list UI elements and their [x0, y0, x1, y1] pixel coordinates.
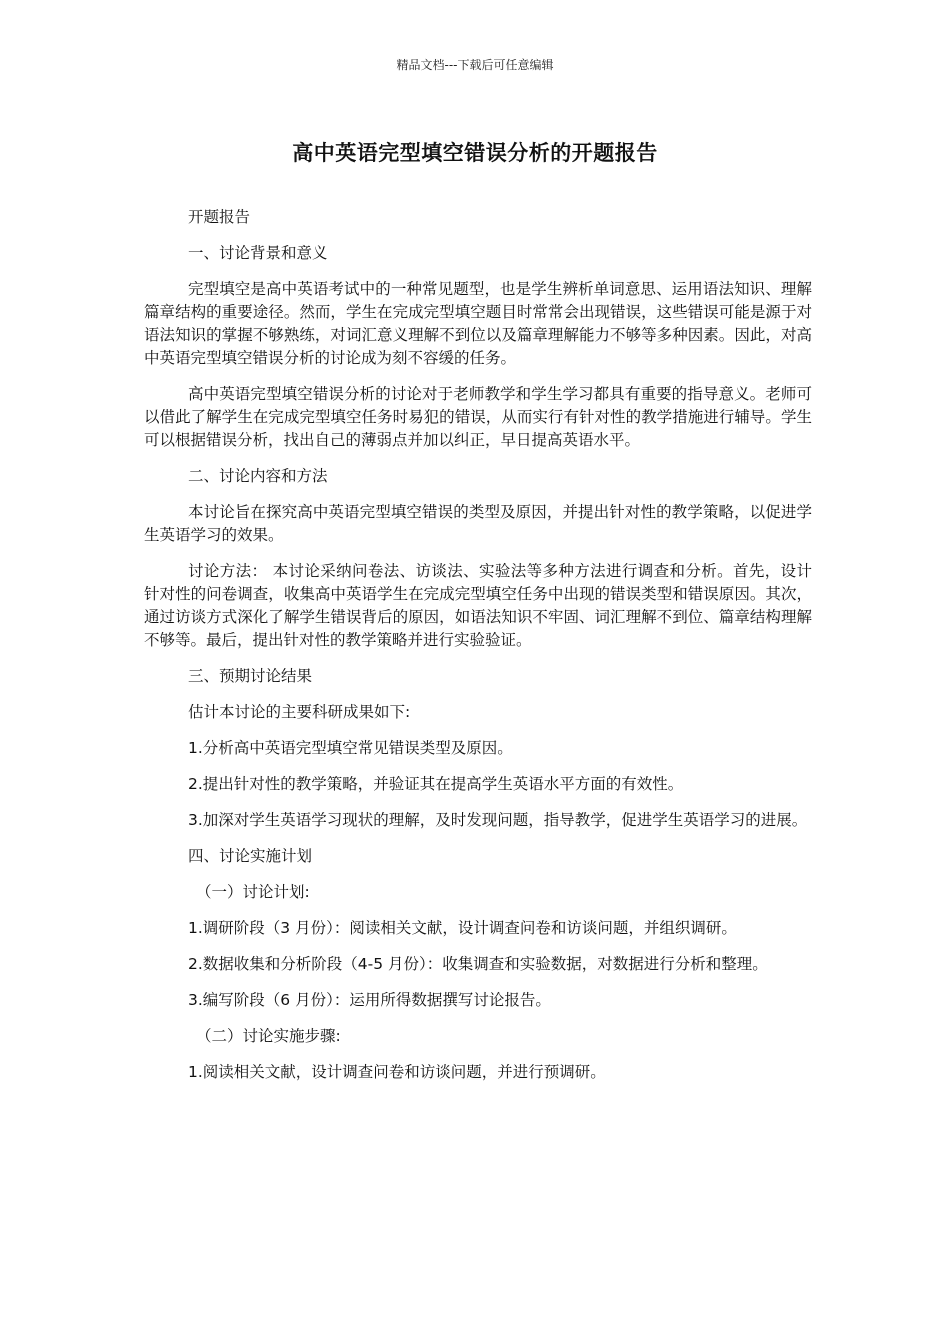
subheading-steps: （二）讨论实施步骤: [196, 1027, 341, 1045]
list-item-result-2: 2.提出针对性的教学策略，并验证其在提高学生英语水平方面的有效性。 [188, 775, 684, 793]
document-body [144, 206, 812, 1097]
section-heading-implementation: 四、讨论实施计划 [188, 847, 313, 865]
list-item-plan-1: 1.调研阶段（3 月份）：阅读相关文献，设计调查问卷和访谈问题，并组织调研。 [188, 919, 737, 937]
paragraph-background-1: 完型填空是高中英语考试中的一种常见题型，也是学生辨析单词意思、运用语法知识、理解篇章结构的重要途径。然而，学生在完成完型填空题目时常常会出现错误，这些错误可能是源于对语法知识的掌握不够熟练，对词汇意义理解不到位以及篇章理解能力不够等多种因素。因此，对高中英语完型填空错误分析的讨论成为刻不容缓的任务。 [144, 280, 812, 367]
list-item-step-1: 1.阅读相关文献，设计调查问卷和访谈问题，并进行预调研。 [188, 1063, 606, 1081]
list-item-result-3: 3.加深对学生英语学习现状的理解，及时发现问题，指导教学，促进学生英语学习的进展。 [188, 811, 808, 829]
subheading-plan: （一）讨论计划: [196, 883, 310, 901]
list-item-result-1: 1.分析高中英语完型填空常见错误类型及原因。 [188, 739, 513, 757]
paragraph-background-2: 高中英语完型填空错误分析的讨论对于老师教学和学生学习都具有重要的指导意义。老师可以借此了解学生在完成完型填空任务时易犯的错误，从而实行有针对性的教学措施进行辅导。学生可以根据错误分析，找出自己的薄弱点并加以纠正，早日提高英语水平。 [144, 385, 812, 449]
header-note: 精品文档---下载后可任意编辑 [396, 58, 554, 72]
document-title: 高中英语完型填空错误分析的开题报告 [292, 141, 658, 165]
paragraph-research-method: 讨论方法： 本讨论采纳问卷法、访谈法、实验法等多种方法进行调查和分析。首先，设计针对性的问卷调查，收集高中英语学生在完成完型填空任务中出现的错误类型和错误原因。其次，通过访谈方式深化了解学生错误背后的原因，如语法知识不牢固、词汇理解不到位、篇章结构理解不够等。最后，提出针对性的教学策略并进行实验验证。 [144, 562, 812, 649]
section-heading-background: 一、讨论背景和意义 [188, 244, 328, 262]
paragraph-results-intro: 估计本讨论的主要科研成果如下: [188, 703, 411, 721]
list-item-plan-3: 3.编写阶段（6 月份）：运用所得数据撰写讨论报告。 [188, 991, 551, 1009]
section-heading-expected-results: 三、预期讨论结果 [188, 667, 313, 685]
section-heading-content-method: 二、讨论内容和方法 [188, 467, 328, 485]
paragraph-research-aim: 本讨论旨在探究高中英语完型填空错误的类型及原因，并提出针对性的教学策略，以促进学生英语学习的效果。 [144, 503, 812, 544]
list-item-plan-2: 2.数据收集和分析阶段（4-5 月份）：收集调查和实验数据，对数据进行分析和整理。 [188, 955, 768, 973]
paragraph-report-label: 开题报告 [188, 208, 251, 226]
